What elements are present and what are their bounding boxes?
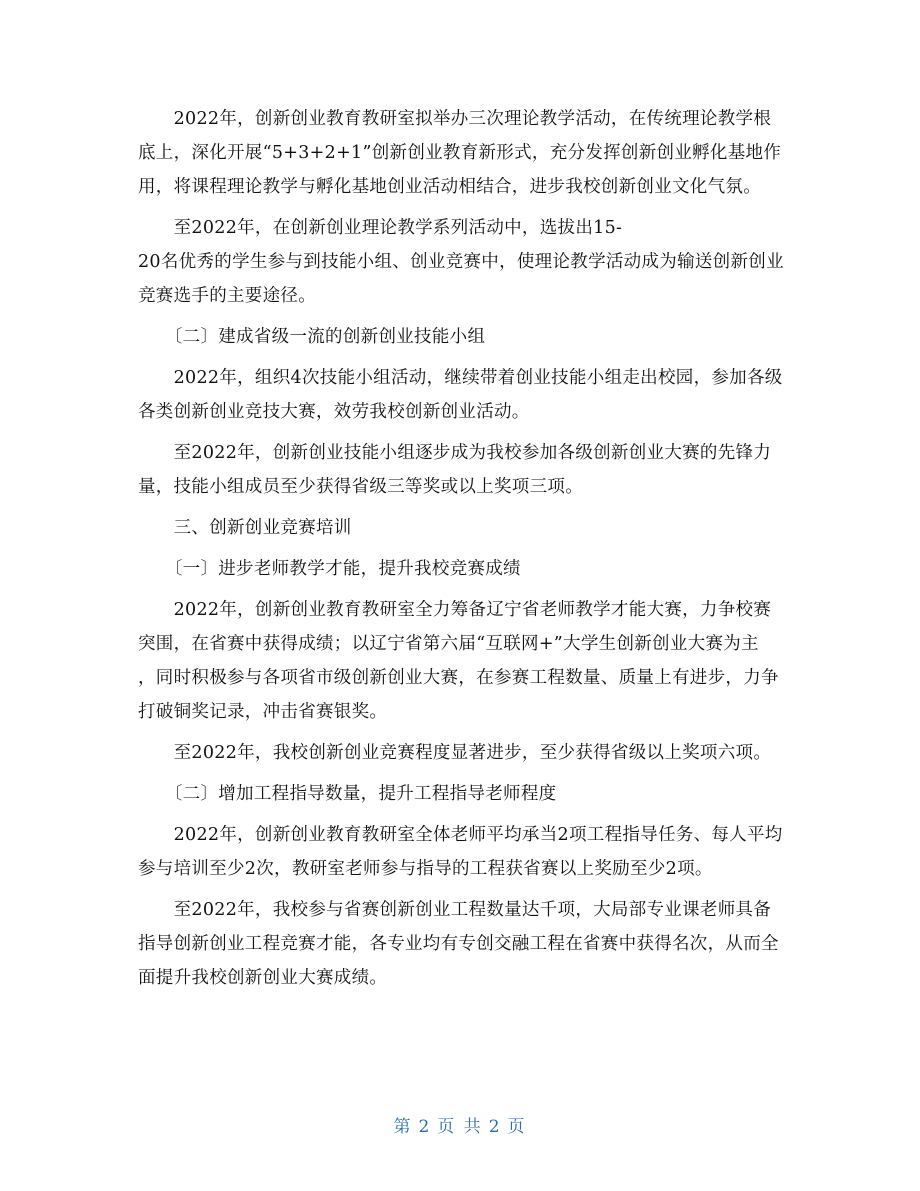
paragraph-line: 20名优秀的学生参与到技能小组、创业竞赛中，使理论教学活动成为输送创新创业	[138, 252, 784, 272]
document-body	[138, 102, 786, 1002]
paragraph-line: ，同时积极参与各项省市级创新创业大赛，在参赛工程数量、质量上有进步，力争	[138, 668, 779, 688]
footer-total-pages: 2	[488, 1117, 502, 1137]
page-footer	[0, 1112, 920, 1137]
paragraph-line: 至2022年，在创新创业理论教学系列活动中，选拔出15-	[138, 218, 623, 238]
paragraph	[138, 102, 786, 204]
paragraph	[138, 511, 786, 545]
paragraph-line: 面提升我校创新创业大赛成绩。	[138, 968, 388, 988]
paragraph-line: 2022年，创新创业教育教研室拟举办三次理论教学活动，在传统理论教学根	[138, 109, 772, 129]
paragraph-line: 至2022年，我校参与省赛创新创业工程数量达千项，大局部专业课老师具备	[138, 900, 772, 920]
paragraph-line: 参与培训至少2次，教研室老师参与指导的工程获省赛以上奖励至少2项。	[138, 859, 713, 879]
paragraph	[138, 593, 786, 729]
paragraph-line: 〔二〕增加工程指导数量，提升工程指导老师程度	[138, 784, 557, 804]
paragraph-line: 量，技能小组成员至少获得省级三等奖或以上奖项三项。	[138, 477, 583, 497]
paragraph-line: 打破铜奖记录，冲击省赛银奖。	[138, 702, 388, 722]
paragraph-line: 底上，深化开展“5+3+2+1”创新创业教育新形式，充分发挥创新创业孵化基地作	[138, 143, 782, 163]
paragraph-line: 〔一〕进步老师教学才能，提升我校竞赛成绩	[138, 559, 521, 579]
paragraph-line: 指导创新创业工程竞赛才能，各专业均有专创交融工程在省赛中获得名次，从而全	[138, 934, 779, 954]
paragraph	[138, 211, 786, 313]
paragraph	[138, 736, 786, 770]
paragraph	[138, 893, 786, 995]
paragraph	[138, 818, 786, 886]
footer-current-page: 2	[418, 1117, 432, 1137]
paragraph-line: 各类创新创业竞技大赛，效劳我校创新创业活动。	[138, 402, 530, 422]
paragraph-line: 2022年，创新创业教育教研室全体老师平均承当2项工程指导任务、每人平均	[138, 825, 783, 845]
footer-suffix: 页	[507, 1117, 527, 1137]
paragraph-line: 2022年，创新创业教育教研室全力筹备辽宁省老师教学才能大赛，力争校赛	[138, 600, 772, 620]
paragraph	[138, 436, 786, 504]
footer-prefix: 第	[393, 1117, 413, 1137]
footer-middle: 页 共	[437, 1117, 483, 1137]
paragraph-line: 2022年，组织4次技能小组活动，继续带着创业技能小组走出校园，参加各级	[138, 368, 783, 388]
paragraph-line: 用，将课程理论教学与孵化基地创业活动相结合，进步我校创新创业文化气氛。	[138, 177, 761, 197]
paragraph	[138, 320, 786, 354]
paragraph-line: 至2022年，创新创业技能小组逐步成为我校参加各级创新创业大赛的先锋力	[138, 443, 772, 463]
paragraph	[138, 777, 786, 811]
paragraph	[138, 361, 786, 429]
paragraph-line: 三、创新创业竞赛培训	[138, 518, 352, 538]
paragraph-line: 突围，在省赛中获得成绩；以辽宁省第六届“互联网+”大学生创新创业大赛为主	[138, 634, 759, 654]
paragraph-line: 至2022年，我校创新创业竞赛程度显著进步，至少获得省级以上奖项六项。	[138, 743, 772, 763]
paragraph-line: 竞赛选手的主要途径。	[138, 286, 316, 306]
paragraph-line: 〔二〕建成省级一流的创新创业技能小组	[138, 327, 486, 347]
paragraph	[138, 552, 786, 586]
